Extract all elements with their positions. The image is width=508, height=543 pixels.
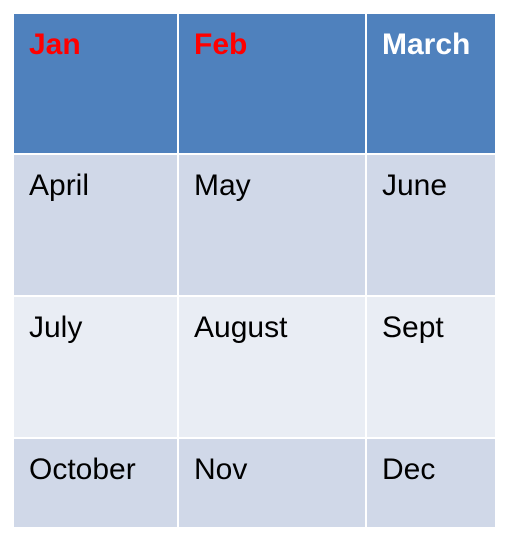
table-cell: Dec: [366, 438, 496, 528]
table-cell: June: [366, 154, 496, 296]
table-cell: May: [178, 154, 366, 296]
table-cell: Nov: [178, 438, 366, 528]
table-cell: Sept: [366, 296, 496, 438]
table-row: [13, 438, 496, 528]
header-cell-feb: Feb: [178, 13, 366, 154]
table-cell: October: [13, 438, 178, 528]
table-row: [13, 296, 496, 438]
table-header-row: [13, 13, 496, 154]
table-cell: July: [13, 296, 178, 438]
table-cell: April: [13, 154, 178, 296]
months-table: [12, 12, 497, 529]
table-cell: August: [178, 296, 366, 438]
header-cell-jan: Jan: [13, 13, 178, 154]
table-row: [13, 154, 496, 296]
header-cell-march: March: [366, 13, 496, 154]
